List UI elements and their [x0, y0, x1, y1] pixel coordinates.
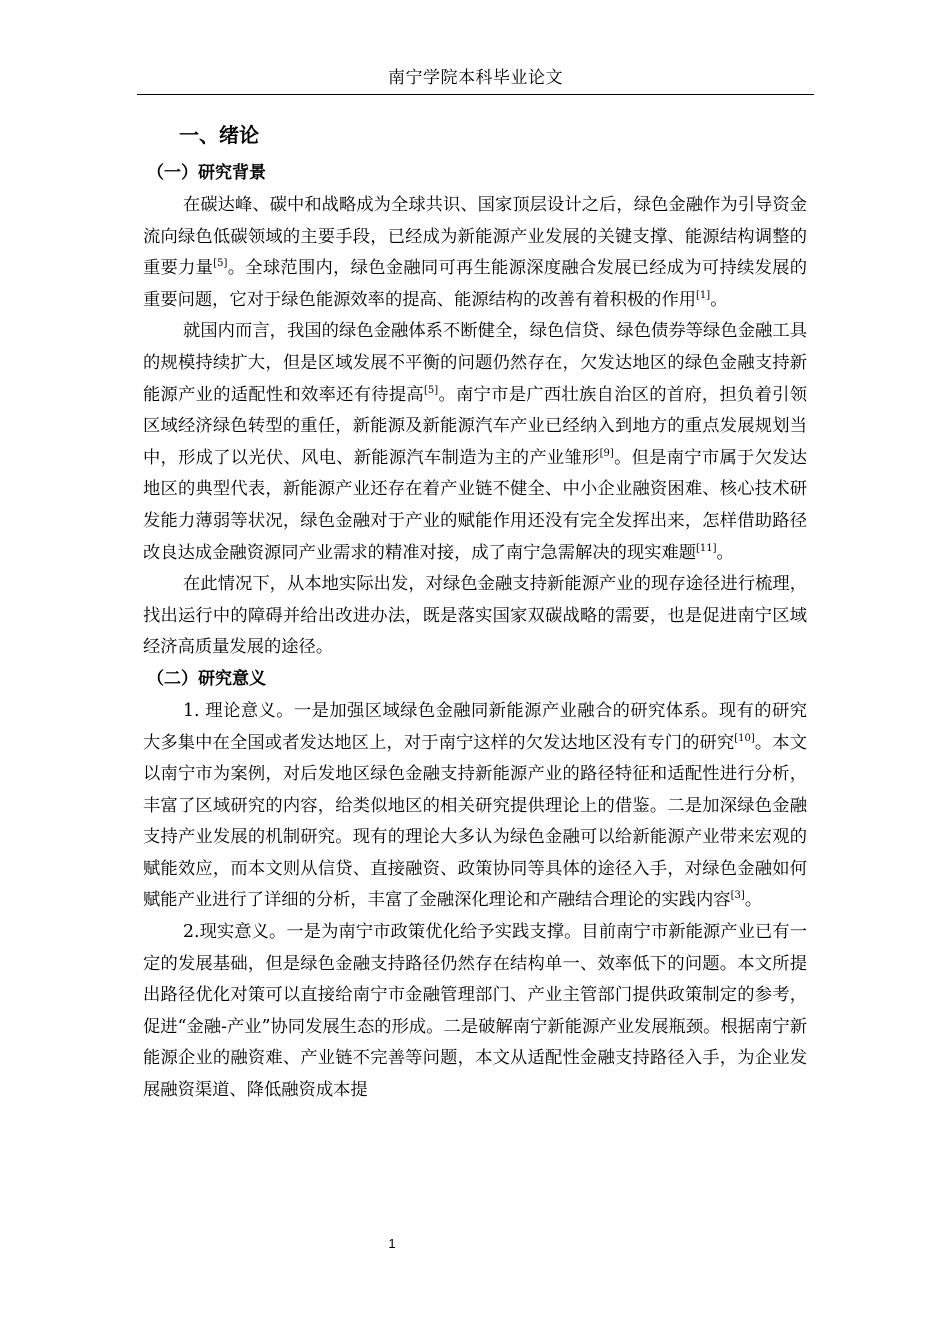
paragraph-text: 。全球范围内，绿色金融同可再生能源深度融合发展已经成为可持续发展的重要问题，它对于绿色能源效率的提高、能源结构的改善有着积极的作用 — [143, 258, 807, 310]
paragraph-text: 。 — [744, 890, 763, 911]
paragraph-text: 在碳达峰、碳中和战略成为全球共识、国家顶层设计之后，绿色金融作为引导资金流向绿色低碳领域的主要手段，已经成为新能源产业发展的关键支撑、能源结构调整的重要力量 — [143, 195, 807, 279]
running-header: 南宁学院本科毕业论文 — [388, 68, 563, 88]
citation-ref: [5] — [213, 258, 228, 270]
paragraph-background-1 — [143, 190, 807, 316]
header-divider — [137, 94, 814, 95]
paragraph-text: 。本文以南宁市为案例，对后发地区绿色金融支持新能源产业的路径特征和适配性进行分析，丰富了区域研究的内容，给类似地区的相关研究提供理论上的借鉴。二是加深绿色金融支持产业发展的机制研究。现有的理论大多认为绿色金融可以给新能源产业带来宏观的赋能效应，而本文则从信贷、直接融资、政策协同等具体的途径入手，对绿色金融如何赋能产业进行了详细的分析，丰富了金融深化理论和产融结合理论的实践内容 — [143, 732, 807, 911]
paragraph-background-3 — [143, 569, 807, 664]
paragraph-background-2 — [143, 316, 807, 569]
citation-ref: [5] — [424, 384, 439, 396]
paragraph-text: 2.现实意义。一是为南宁市政策优化给予实践支撑。目前南宁市新能源产业已有一定的发展基础，但是绿色金融支持路径仍然存在结构单一、效率低下的问题。本文所提出路径优化对策可以直接给南宁市金融管理部门、产业主管部门提供政策制定的参考，促进“金融-产业”协同发展生态的形成。二是破解南宁新能源产业发展瓶颈。根据南宁新能源企业的融资难、产业链不完善等问题，本文从适配性金融支持路径入手，为企业发展融资渠道、降低融资成本提 — [143, 922, 807, 1101]
paragraph-text: 。 — [716, 542, 734, 563]
paragraph-practical-significance — [143, 917, 807, 1107]
paragraph-text: 。但是南宁市属于欠发达地区的典型代表，新能源产业还存在着产业链不健全、中小企业融资困难、核心技术研发能力薄弱等状况，绿色金融对于产业的赋能作用还没有完全发挥出来，怎样借助路径改良达成金融资源同产业需求的精准对接，成了南宁急需解决的现实难题 — [143, 447, 807, 563]
paragraph-text: 。 — [710, 289, 728, 310]
section-heading-significance: （二）研究意义 — [147, 668, 266, 689]
section-heading-background: （一）研究背景 — [147, 163, 266, 183]
page-number: 1 — [388, 1236, 396, 1251]
citation-ref: [11] — [696, 542, 717, 554]
paragraph-text: 1. 理论意义。一是加强区域绿色金融同新能源产业融合的研究体系。现有的研究大多集中在全国或者发达地区上，对于南宁这样的欠发达地区没有专门的研究 — [143, 700, 807, 753]
paragraph-text: 在此情况下，从本地实际出发，对绿色金融支持新能源产业的现存途径进行梳理，找出运行中的障碍并给出改进办法，既是落实国家双碳战略的需要，也是促进南宁区域经济高质量发展的途径。 — [143, 574, 807, 658]
paragraph-text: 。南宁市是广西壮族自治区的首府，担负着引领区域经济绿色转型的重任，新能源及新能源汽车产业已经纳入到地方的重点发展规划当中，形成了以光伏、风电、新能源汽车制造为主的产业雏形 — [143, 384, 807, 468]
paragraph-theoretical-significance — [143, 696, 807, 917]
citation-ref: [9] — [599, 447, 614, 459]
citation-ref: [3] — [730, 890, 745, 902]
citation-ref: [10] — [734, 732, 755, 744]
chapter-heading: 一、绪论 — [179, 123, 259, 147]
paragraph-text: 就国内而言，我国的绿色金融体系不断健全，绿色信贷、绿色债券等绿色金融工具的规模持续扩大，但是区域发展不平衡的问题仍然存在，欠发达地区的绿色金融支持新能源产业的适配性和效率还有待提高 — [143, 321, 807, 405]
citation-ref: [1] — [696, 290, 711, 302]
page-body — [143, 112, 807, 1107]
